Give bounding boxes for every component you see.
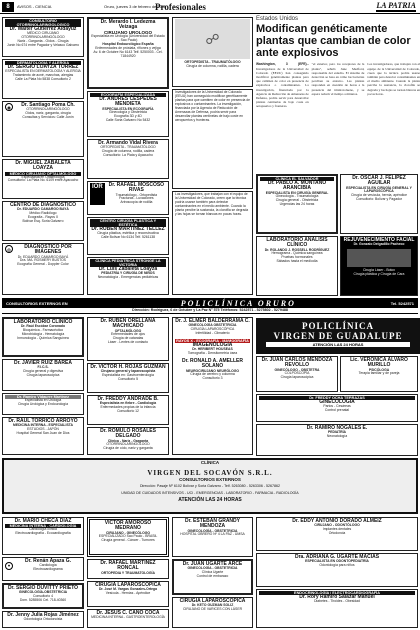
article-kicker: Estados Unidos [256,16,299,22]
ad-laboratorio-rossell [256,236,338,296]
article-body [256,62,420,108]
ad-title: Dr. RUBÉN ORELLANA MACHICADO [100,318,156,330]
ad-title: Dr. J. ELMER BALDERRAMA C. [175,318,250,324]
ad-line: Cirugía de columna, rodilla, cadera [101,149,155,154]
ad-line: Terapia familiar y de pareja [358,371,400,376]
ad-line: Vesícula - Hernias - Apéndice [105,591,151,596]
ad-title: Dr. Armando Vidal Rivera [98,140,158,146]
ad-title: Dr. Santiago Poma Ch. [21,102,75,108]
ad-line: Infertilidad - Climaterio [195,331,230,336]
clinic-address: Dirección: Pasaje Nº 6102 Bolívar y Soria Galvarro - Telf. 5263080 - 5263306 - 5267862 [139,484,281,488]
ad-poma [2,101,84,157]
ad-nogales [256,424,418,456]
ad-imagen-ray [172,17,253,87]
ad-subtitle: PEDIATRÍA Y CIRUGÍA DE NIÑOS [101,271,155,276]
ad-line: Bolívar Esq. Soria Galvarro [22,218,64,223]
ad-line: MEDICINA INTERNA - ESPECIALISTA [13,423,73,428]
ad-subtitle: Dr. HERIBERT HOUSEAS [192,347,233,352]
ad-line: Consultorio: Bolívar y Pagador [356,197,402,202]
ad-line: Dom. 5285506 Cel. 718-40360 [19,598,67,603]
ad-bar: ECOGRAFÍA ESPECIALIZADA [90,93,166,97]
ad-title: Dr. RAFAEL MOSCOSO RIVAS [108,182,165,194]
ad-bar: CENTRO CIRUGÍA PLÁSTICA Y ESTÉTICA [90,219,166,227]
ad-line: Calle Bolívar No 6134 Telf. 5261138 [101,235,155,240]
ad-line: Cirugía Urológica y Endourología [18,401,68,406]
ad-line: ESTUDIOS - JAPÓN [27,427,59,432]
ad-line: OTORRINOLARINGÓLOGO [26,107,70,112]
ad-line: Neonatología [326,434,348,439]
ad-line: OTORRINOLARINGÓLOGO [106,442,150,447]
ad-ugarte [172,559,253,595]
ad-title: Dr. RAÚL TORRICO ARROYO [8,418,78,424]
ad-subtitle: Dr. Gonzalo Delgadillo Pacheco [353,242,405,247]
ad-laparoscopica [87,581,169,607]
policlinica-banner [2,298,418,308]
banner-address: Dirección: Rodríguez, 6 de Octubre y La Paz Nº 575 Teléfonos: 5242571 - 5275802 - 5279488 [2,308,418,314]
ad-line: Cirugía general - Obstetricia [275,198,319,203]
page-header [0,0,420,14]
clinica-socavon-ad [2,458,418,514]
ad-central-list [172,317,253,455]
clinic-hours: ATENCIÓN LAS 24 HORAS [178,497,242,504]
ad-line: Especialista en Urología [24,398,62,402]
ad-line: Fracturas - Luxaciones [119,196,154,201]
banner-line: POLICLÍNICA [301,321,374,331]
issue-date: Oruro, jueves 3 de febrero de 2011 [104,4,166,9]
ad-subtitle: ESPECIALISTA EN ECOGRAFÍA [102,106,154,111]
ad-mendoza [256,356,338,392]
ad-right-text [172,89,253,189]
ad-line: Enfermedades de próstata, riñones y vejiga [95,45,161,50]
ad-title: Dr. JUAN UGARTE ARCE [182,561,243,567]
ad-subtitle: ORTOPEDIA Y TRAUMATOLOGÍA [101,570,155,575]
ad-line: Calle Soria Galvarro No 5432 [105,118,151,123]
ad-title: DIAGNÓSTICO POR IMÁGENES [24,244,72,256]
ad-grandy [172,517,253,557]
ad-line: Consultorio 5 [118,377,138,382]
ad-line: Ortodoncia [328,531,346,536]
ad-line: Neonatología - Emergencias pediátricas [97,275,159,280]
ad-title: Dr. RONALD A. AMELLER SOLANO [181,358,244,370]
ad-dorado [256,517,418,551]
ad-line: CIRUJANO DE VARICES CON LÁSER [182,607,243,612]
ad-pediatria [87,257,169,295]
ad-line: Enfermedades propias de la infancia [100,405,156,410]
ad-cano [87,609,169,628]
ad-title: Dr. Rory Ramiro Salazar Manuel [299,594,375,600]
ad-title: GINECOLOGÍA [319,399,355,405]
ad-title: Dr. JAVIER RUIZ BAREA [14,360,72,366]
article-text: Investigadores de la Universidad de Colorado (EEUU) han conseguido modificar genéticamente plantas para que cambien de color en presencia de explosivos o contaminantes. La investigación, financiada por la Agencia de Reducción de Amenazas de Defensa, podría servir para desarrollar plantas centinelas de bajo coste en aeropuertos y fronteras. [256,66,309,109]
ad-vidaurre [2,393,84,415]
ad-line: Enfermedades de ojos [111,332,145,337]
ad-vidal [87,139,169,179]
ad-guzman [172,597,253,628]
ad-line: CIRUGÍA LAPAROSCÓPICA [190,327,235,332]
ad-bar: ENDOCRINOLOGÍA / ELECTROCARDIOGRAFÍA [259,591,415,595]
ad-line: Electrocardiografía - Ecocardiografía [15,531,71,536]
ad-subtitle: PSICÓLOGA [368,367,390,372]
ad-title: Dr. Renán Apaza G. [25,558,71,564]
ad-title: Dr. PABLO A. MONTAÑO ARANCIBIA [267,180,327,192]
article-column [312,62,365,108]
ad-title: Dr. FREDDY ANDRADE B. [97,396,159,402]
ad-bar: Dr. FREDDY OCHA TERRAZAS [259,396,415,400]
ad-checa [2,517,84,555]
article-text: Los investigadores, que trabajan con el equipo de la Universidad de Colorado, creen que la técnica podría usarse también para detectar contaminantes en el medio ambiente. Cuando la planta percibe la sustancia, la clorofila se degrada y las hojas se tornan blancas en pocas horas. [367,62,420,96]
ad-title: Dr. MARIO CHECA DÍAZ [14,518,72,524]
ior-logo: IOR [90,183,105,205]
ad-body: Los investigadores, que trabajan con el equipo de la Universidad de Colorado, creen que la técnica podría usarse también para detectar contaminantes en el medio ambiente. Cuando la planta percibe la sustancia, la clorofila se degrada y las hojas se tornan blancas en pocas horas. [175,192,249,216]
bone-icon: ☍ [205,30,220,47]
ad-line: Bioquímica - Farmacéutico [22,328,64,333]
guadalupe-banner [256,318,420,354]
section-label: AVISOS - CIENCIA [17,4,52,9]
clinic-subtitle: CONSULTORIOS EXTERNOS [179,477,241,482]
ad-martinez-roncal [87,559,169,579]
ad-line: Diabetes - Tiroides - Obesidad [314,599,360,604]
ad-title: CENTRO DE DIAGNÓSTICO [9,202,77,208]
xray-image [175,19,250,59]
ad-bar: CONSULTORIO OTORRINOLARINGOLOGICO [5,19,81,27]
ad-line: Cirugía plástica, estética y reconstructiva [97,231,159,236]
ad-line: Ginecología y Obstetricia [109,110,147,115]
ad-bar: MEDICINA INTERNA - CARDIOLOGÍA [5,524,81,528]
ad-subtitle: OFTALMÓLOGO [114,328,142,333]
ad-andrade [87,395,169,425]
ad-subtitle: GINECÓLOGO - OBSTETRA [274,367,320,372]
ad-body: Investigadores de la Universidad de Colorado (EEUU) han conseguido modificar genéticamente plantas para que cambien de color en presencia de explosivos o contaminantes. La investigación, financiada por la Agencia de Reducción de Amenazas de Defensa, podría servir para desarrollar plantas centinelas de bajo coste en aeropuertos y fronteras. [175,90,250,122]
ad-line: Consultorio: La Plata No. 6109 entre Ayacucho [7,178,79,183]
ad-title: Dr. RUBÉN MARTÍNEZ TÉLLEZ [91,226,165,232]
page-number: 8 [2,2,14,12]
ad-apaza [2,557,84,581]
ad-moscoso [87,181,169,215]
ad-subtitle: ESPECIALISTA EN ODONTOPEDIATRÍA [305,559,369,564]
ad-title: Dr. Luis Zabaleta Loayza [98,266,158,272]
ad-bar: RAYOS X - ECOGRAFÍA - MAMOGRAFÍA [176,338,249,343]
banner-right: Tel. 5242571 [390,300,414,306]
ad-el-salvador [256,174,338,234]
ad-line: Av. 6 de Octubre No 6143 Telf. 5250003 - Cel. 71844920 [93,49,163,58]
ad-subtitle: CIRUJANO - GINECÓLOGO [105,530,151,535]
ad-subtitle: Especialista en fiebre - Cardiología [99,401,157,406]
ad-line: Dr. Raúl Escóbar Coronado [20,324,66,329]
ad-line: Partos - Cesáreas [323,404,351,409]
ad-alvaro [340,356,418,392]
banner-line: ATENCIÓN LAS 24 HORAS [266,342,410,347]
ad-ledezma [87,17,169,89]
ad-rojas [87,363,169,393]
ad-line: Oídos, nariz, garganta, cirugía [25,111,71,116]
ad-line: Consultas y Servicios: Calle Junín [22,115,74,120]
ad-line: HOSPITAL OBRERO Nº 4 LA PAZ - UMSA [180,532,245,537]
masthead-logo: LA PATRIA [376,1,416,10]
ad-line: Cirugía general - Cáncer - Tumores [101,538,155,543]
ad-gutierrez [2,17,84,57]
ad-bar: DERMATOLOGIA Y ALERGIA [5,61,81,65]
ad-martinez-plastica [87,217,169,255]
ad-title: Dr. Walter Gutiérrez Aldayuz [9,26,77,32]
ad-line: Dr. EDUARDO CAMARGO BAYÁ [17,254,69,259]
clinic-services: UNIDAD DE CUIDADOS INTENSIVOS - UCI - EMERGENCIAS - LABORATORIO - FARMACIA - RADIOLOGÍA [121,490,299,495]
article-text: "el exterior, pero los receptores de la planta", señaló June Medford, responsable del estudio. El sistema de detección se basa en cómo las bacterias perciben su entorno. Las plantas responden en cuestión de horas a la presencia del trinitrotolueno, y se espera reducir el tiempo a minutos. [311,62,365,96]
ad-line: Cirugía Láser - Botox [362,268,396,273]
article-column [367,62,420,108]
ad-salazar [256,589,418,628]
ad-line: Cirugía plástica y Cirugía de Cara [353,272,405,277]
ad-line: ESPECIALIZADO Sao Paulo - BRASIL [98,534,158,539]
ad-line: Ecografía - Rayos X [27,215,59,220]
ad-line: Consultorio 12 [117,409,139,414]
ad-zabaleta [2,159,84,199]
ad-amoroso [87,517,169,557]
ad-line: Consultorio 3 [202,376,223,381]
ad-title: Dr. ROMULO ROSALES DELGADO [100,428,156,440]
ad-orellana [87,317,169,361]
ad-centro-diagnostico [2,201,84,241]
ad-line: Ecografía General - Doppler Color [17,262,69,267]
ad-title: Dr. EDDY ANTONIO DORADO ALMEIZ [292,518,382,524]
face-photo [347,249,411,267]
ad-line: Electrocardiograma [33,567,63,572]
ad-line: Hospital General San Juan de Dios [16,431,70,436]
ad-cespedes [87,91,169,137]
ad-line: Nariz - Garganta - Oídos - Cirugía [17,39,69,44]
ad-title: Dr. MIGUEL ZABALETA LOAYZA [15,160,71,172]
ad-line: Microbiología - Hematología [21,332,65,337]
dateline: Washington, 3 (EFE).- [256,62,309,67]
ad-title: CIRUGÍA LAPAROSCÓPICA [179,598,246,604]
banner-left: CONSULTORIOS EXTERNOS EN [6,300,68,306]
ad-title: Dr. JESÚS C. CANO COCA [96,610,160,616]
ad-bar: MÉDICO CIRUJANO OFTALMÓLOGO [5,172,81,176]
ad-subtitle: Cirujano general y laparoscopista [100,369,156,374]
ad-line: Urgencias las 24 horas [279,202,315,207]
ad-subtitle: ESPECIALISTA EN CIRUGÍA GENERAL [265,190,329,195]
ad-line: Especialista en: Gastroenterología [102,373,154,378]
ad-line: Cirugía de columna, rodilla, cadera [186,63,239,68]
clinic-title: VIRGEN DEL SOCAVÓN S.R.L. [147,469,273,477]
heart-icon: ♥ [5,562,13,570]
ad-line: Cirugía de cerebro y columna [190,372,235,377]
banner-title: POLICLÍNICA ORURO [180,298,296,308]
ad-title: Dr. JUAN CARLOS MENDOZA REVOLLO [261,357,333,369]
ad-line: Odontología para niños [319,563,355,568]
ad-line: Médico Radiólogo [29,211,57,216]
ad-subtitle: MEDICINA INTERNA - GASTROENTEROLOGÍA [91,615,165,620]
ad-title: Dr. ESTEBAN GRANDY MENDOZA [184,518,240,530]
ad-title: Dr. Merardo I. Ledezma Veizaga [100,19,156,31]
ad-line: Dra. MA. ROSMERY BUSTOS [19,258,67,263]
ad-title: Lic. VERONICA ALVARO MURILLO [350,357,408,369]
ad-subtitle: CIRUJANO - ODONTÓLOGO [314,523,360,528]
ad-title: Dr. SERGIO LOAYZA TORREZ [7,64,79,70]
ad-subtitle: ESPECIALISTA EN CIRUGÍA GENERAL Y LAPAROSCÓPICA [346,185,412,194]
ad-title: Dra. ADRIANA G. UGARTE MACÍAS [294,554,380,560]
ad-line: ORTOPEDISTA - TRAUMATÓLOGO [184,60,241,64]
ad-rojas-jimenez [2,611,84,628]
ad-line: Especialista en Oftalmología [21,174,65,179]
ad-line: Control de embarazo [196,574,229,579]
ad-line: Cirugía de oído, nariz y garganta [103,446,153,451]
ad-line: Control prenatal [324,408,350,413]
clinic-kicker: CLÍNICA [200,460,220,465]
ad-line: Implantes dentales [322,527,352,532]
ad-subtitle: Traumatólogo - Ortopedista [115,192,157,197]
ad-rejuvenecimiento [340,236,418,296]
ad-subtitle: Dr. ROLANDO J. ROSSELL RODRÍGUEZ [264,247,330,252]
ad-line: Ecografía 3D y 4D [114,114,142,119]
ad-line: Cardiología clínica [29,527,57,532]
ad-line: Hemograma - Química sanguínea [271,251,323,256]
article-headline: Modifican genéticamente plantas que cambian de color ante explosivos [256,23,411,60]
ad-line: COLPOSCOPÍA [284,371,310,376]
ad-subtitle: F.I.C.S. [37,365,49,370]
ad-title: Dr. Ramiro Vidaurre Martínez [5,395,81,399]
ad-line: ESPECIALISTA EN DERMATOLOGÍA Y ALERGIA [5,69,81,74]
ad-subtitle: CIRUJANO UROLOGO [103,29,152,35]
ad-rosales [87,427,169,455]
ad-line: Cirugía de cataratas [112,336,144,341]
ad-line: Especialista en Urología (Universidad del Estado - Sao Paulo) [91,34,165,43]
ad-line: Junín No 674 entre Pagador y Velasco Galvarro [7,42,79,47]
ad-subtitle: GINECOLOGÍA OBSTETRICIA [188,323,237,328]
ad-torrico [2,417,84,455]
ad-subtitle: Dr. KETO GUZMAN SOLIZ [191,603,234,608]
ad-title: Dr. Jenny Julia Rojas Jiménez [7,612,79,618]
ad-title: Dr. RAFAEL MARTINEZ RONCAL [100,560,156,572]
ad-ocha [256,394,418,422]
ad-subtitle: Clínica - Nariz - Garganta [107,438,149,443]
ad-line: Calle La Plata No 5838 Consultorio 2 [15,77,71,82]
ad-title: Dr. ÓSCAR J. FELIPEZ AGUILAR [352,175,406,187]
ad-line: MÉDICO CIRUJANO OTORRINOLARINGÓLOGO [21,31,65,40]
ad-title: REJUVENECIMIENTO FACIAL [343,237,415,243]
ad-line: Pruebas hormonales [281,255,313,260]
ad-title: Dr. VÍCTOR H. ROJAS GUZMÁN [90,364,166,370]
ad-line: Odontología Ortodoncista [23,617,63,622]
ad-line: Cirugía general y digestiva [22,369,64,374]
scan-icon: ◎ [5,245,13,253]
ad-line: Consultorio: La Plata y Ayacucho [103,153,153,158]
ad-title: Dr. SERGIO DUVITTY PRIETO [7,585,79,591]
ad-line: Ginecología - Traumatología [275,194,319,199]
ad-subtitle: GINECOLOGÍA - OBSTETRICIA [187,528,238,533]
ad-diagnostico-imagenes [2,243,84,295]
ad-subtitle: Dr. José M. Vargas Gonzales-Ortega [98,587,158,592]
ad-line: Cirugía de vesícula, hernia, apéndice [351,193,407,198]
article-column [256,62,309,108]
ad-line: Cardiología [39,563,57,568]
ad-ruiz [2,359,84,391]
ad-title: Dr. ANDRÉS CÉSPEDES MENDIETA [99,96,157,108]
ad-line: Tomografía - Densitometría ósea [187,351,238,356]
ad-line: Clínica Ugarte [201,570,224,575]
banner-line: VIRGEN DE GUADALUPE [273,331,403,341]
ad-line: Tratamiento de acné, manchas, alergias [12,73,74,78]
ad-subtitle: PEDIATRÍA [327,430,347,435]
ad-title: Dr. RAMIRO NOGALES E. [306,425,368,431]
ad-line: Sábados hasta el mediodía [276,259,318,264]
ad-line: ORTOPEDISTA - TRAUMATÓLOGO [100,145,156,150]
ad-line: Hospital Endourológico España [102,42,154,47]
ad-subtitle: NEUROCIRUJANO NEURÓLOGO [185,368,240,373]
ad-subtitle: Dr. EDUARDO CAMARGO BAYÁ [17,207,69,212]
ad-title: IMAGENOLOGÍA [192,341,233,348]
ad-line: Consultorio 4 [33,594,53,599]
ad-title: VICTOR AMOROSO MEDRANO [104,520,152,532]
ad-line: Láser - Lentes de contacto [107,340,149,345]
ad-subtitle: GINECOLOGÍA - OBSTETRICIA [187,566,238,571]
ad-line: Cirugía laparoscópica [26,373,60,378]
ear-icon: ◉ [5,103,13,111]
ad-line: Artroscopía de rodilla [120,200,153,205]
ad-right-text-2 [172,191,253,295]
ad-bar: CLÍNICA PEDIÁTRICA STRONGE LA VICTORIA [90,259,166,267]
ad-felipez [340,174,418,234]
ad-title: CIRUGÍA LAPAROSCÓPICA [95,582,161,588]
ad-ugarte-macias [256,553,418,587]
ad-laboratorio-escobar [2,317,84,357]
ad-loayza [2,59,84,99]
ad-line: Cirugía laparoscópica [280,375,314,380]
ad-subtitle: GINECOLOGÍA-OBSTETRICIA [18,590,68,595]
section-title: Profesionales [155,1,206,12]
ad-title: LABORATORIO CLÍNICO [13,319,73,325]
ad-line: Inmunología - Química Sanguínea [17,335,69,340]
ad-title: LABORATORIO ANÁLISIS CLÍNICO [266,237,328,249]
ad-bar: CLÍNICA EL SALVADOR [260,177,334,181]
ad-duvitty [2,583,84,609]
